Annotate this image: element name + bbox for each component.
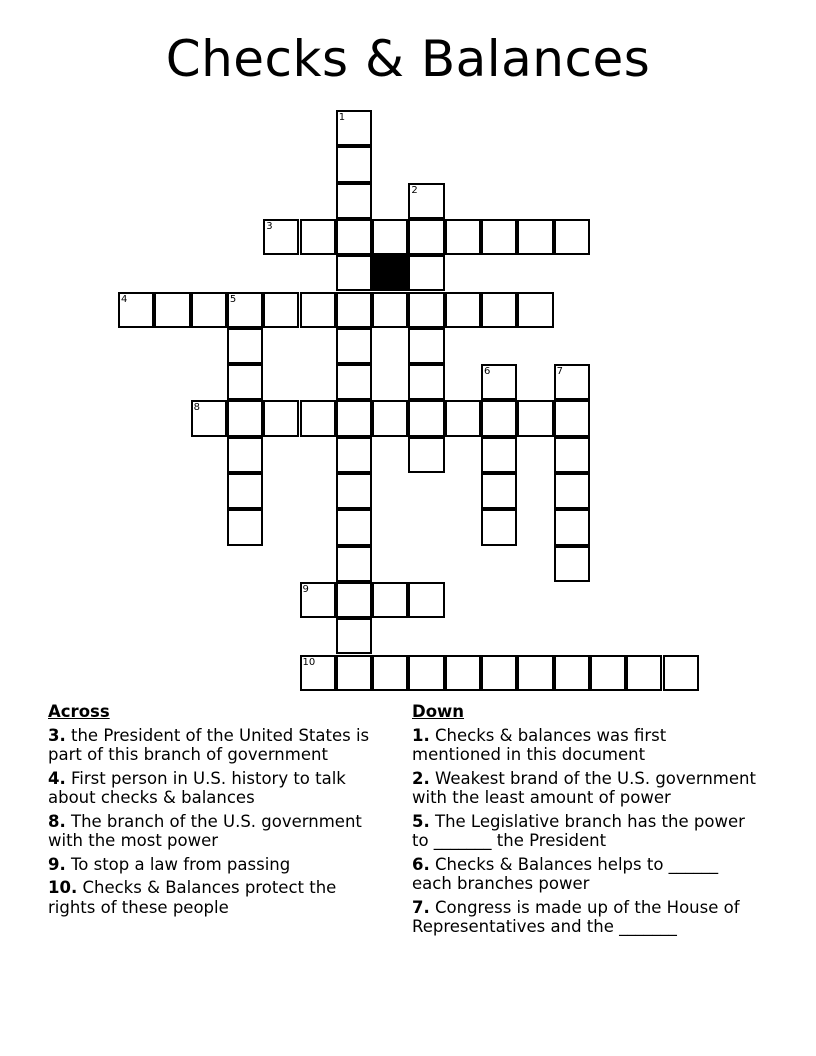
- across-clue: [48, 855, 388, 875]
- down-clue: [412, 855, 757, 894]
- cell-number: 9: [302, 583, 309, 595]
- down-clue: [412, 898, 757, 937]
- crossword-cell[interactable]: [227, 400, 263, 436]
- crossword-cell[interactable]: [517, 292, 553, 328]
- crossword-cell[interactable]: [408, 400, 444, 436]
- crossword-cell[interactable]: [263, 400, 299, 436]
- crossword-cell[interactable]: [336, 328, 372, 364]
- crossword-cell[interactable]: [481, 473, 517, 509]
- crossword-cell[interactable]: [336, 437, 372, 473]
- crossword-cell[interactable]: [336, 509, 372, 545]
- clue-text: The Legislative branch has the power to _______ the President: [412, 811, 745, 850]
- crossword-cell[interactable]: [227, 292, 263, 328]
- crossword-cell[interactable]: [481, 509, 517, 545]
- down-heading: Down: [412, 702, 465, 721]
- cell-number: 6: [484, 366, 491, 378]
- crossword-cell[interactable]: [481, 400, 517, 436]
- down-clue: [412, 769, 757, 808]
- clue-number: 1.: [412, 725, 430, 745]
- crossword-cell[interactable]: [663, 655, 699, 691]
- crossword-cell[interactable]: [408, 582, 444, 618]
- crossword-cell[interactable]: [336, 546, 372, 582]
- crossword-cell[interactable]: [590, 655, 626, 691]
- crossword-cell[interactable]: [300, 219, 336, 255]
- crossword-cell[interactable]: [372, 655, 408, 691]
- clue-text: Congress is made up of the House of Representatives and the _______: [412, 897, 740, 936]
- cell-number: 5: [229, 293, 237, 305]
- crossword-cell[interactable]: [445, 292, 481, 328]
- crossword-cell[interactable]: [227, 328, 263, 364]
- down-clues: [412, 702, 757, 941]
- crossword-cell[interactable]: [336, 292, 372, 328]
- across-clues: [48, 702, 388, 921]
- crossword-cell[interactable]: [336, 183, 372, 219]
- crossword-cell[interactable]: [481, 219, 517, 255]
- crossword-cell[interactable]: [336, 618, 372, 654]
- crossword-cell[interactable]: [154, 292, 190, 328]
- crossword-cell[interactable]: [554, 509, 590, 545]
- crossword-cell[interactable]: [554, 400, 590, 436]
- crossword-cell[interactable]: [554, 473, 590, 509]
- crossword-cell[interactable]: [372, 400, 408, 436]
- clue-number: 7.: [412, 897, 430, 917]
- crossword-cell[interactable]: [227, 437, 263, 473]
- across-clue: [48, 812, 388, 851]
- crossword-cell[interactable]: [445, 400, 481, 436]
- crossword-cell[interactable]: [408, 364, 444, 400]
- crossword-cell[interactable]: [408, 292, 444, 328]
- crossword-cell[interactable]: [336, 582, 372, 618]
- crossword-cell[interactable]: [517, 655, 553, 691]
- across-clue: [48, 878, 388, 917]
- clue-text: the President of the United States is part of this branch of government: [48, 725, 370, 764]
- crossword-cell[interactable]: [227, 473, 263, 509]
- clue-text: Checks & Balances protect the rights of these people: [48, 878, 337, 917]
- cell-number: 2: [411, 184, 418, 196]
- crossword-cell[interactable]: [227, 509, 263, 545]
- crossword-cell[interactable]: [372, 219, 408, 255]
- crossword-cell[interactable]: [408, 219, 444, 255]
- cell-number: 7: [556, 366, 563, 378]
- crossword-cell[interactable]: [191, 292, 227, 328]
- crossword-cell[interactable]: [626, 655, 662, 691]
- down-clue: [412, 726, 757, 765]
- crossword-cell[interactable]: [300, 400, 336, 436]
- crossword-cell[interactable]: [336, 110, 372, 146]
- crossword-cell[interactable]: [300, 582, 336, 618]
- crossword-cell[interactable]: [481, 655, 517, 691]
- crossword-cell[interactable]: [554, 437, 590, 473]
- cell-number: 1: [338, 112, 346, 123]
- clue-number: 9.: [48, 854, 66, 874]
- crossword-cell[interactable]: [408, 437, 444, 473]
- clue-number: 6.: [412, 854, 430, 874]
- cell-number: 3: [266, 220, 273, 232]
- crossword-cell[interactable]: [336, 255, 372, 291]
- crossword-cell[interactable]: [336, 655, 372, 691]
- crossword-cell[interactable]: [554, 546, 590, 582]
- crossword-cell[interactable]: [554, 655, 590, 691]
- crossword-cell[interactable]: [336, 400, 372, 436]
- crossword-cell[interactable]: [481, 437, 517, 473]
- crossword-cell[interactable]: [372, 292, 408, 328]
- crossword-cell[interactable]: [300, 292, 336, 328]
- crossword-cell[interactable]: [336, 364, 372, 400]
- crossword-cell[interactable]: [445, 219, 481, 255]
- clue-text: Weakest brand of the U.S. government with the least amount of power: [412, 768, 756, 807]
- crossword-cell[interactable]: [336, 146, 372, 182]
- crossword-cell[interactable]: [300, 655, 336, 691]
- clue-text: To stop a law from passing: [65, 854, 291, 874]
- crossword-cell[interactable]: [445, 655, 481, 691]
- clue-text: The branch of the U.S. government with the most power: [48, 811, 362, 850]
- clue-text: Checks & Balances helps to ______ each branches power: [412, 854, 719, 893]
- across-clue: [48, 769, 388, 808]
- crossword-cell[interactable]: [263, 219, 299, 255]
- crossword-cell[interactable]: [481, 364, 517, 400]
- crossword-cell[interactable]: [408, 655, 444, 691]
- crossword-cell[interactable]: [408, 255, 444, 291]
- cell-number: 10: [302, 656, 316, 668]
- crossword-cell[interactable]: [191, 400, 227, 436]
- crossword-cell[interactable]: [408, 183, 444, 219]
- crossword-cell[interactable]: [336, 473, 372, 509]
- crossword-cell[interactable]: [263, 292, 299, 328]
- across-clue: [48, 726, 388, 765]
- cell-number: 4: [121, 293, 128, 305]
- clue-number: 3.: [48, 725, 66, 745]
- crossword-cell[interactable]: [554, 364, 590, 400]
- cell-number: 8: [193, 402, 200, 414]
- crossword-cell[interactable]: [408, 328, 444, 364]
- crossword-cell[interactable]: [336, 219, 372, 255]
- crossword-cell[interactable]: [118, 292, 154, 328]
- crossword-cell[interactable]: [554, 219, 590, 255]
- blocked-cell: [372, 255, 408, 291]
- clue-text: Checks & balances was first mentioned in this document: [412, 725, 667, 764]
- down-clue: [412, 812, 757, 851]
- clue-number: 10.: [48, 878, 78, 897]
- clue-number: 5.: [412, 811, 430, 831]
- clue-number: 4.: [48, 768, 66, 788]
- crossword-cell[interactable]: [517, 219, 553, 255]
- crossword-cell[interactable]: [227, 364, 263, 400]
- clue-number: 8.: [48, 811, 66, 831]
- crossword-cell[interactable]: [517, 400, 553, 436]
- crossword-cell[interactable]: [372, 582, 408, 618]
- puzzle-title: Checks & Balances: [165, 30, 651, 88]
- crossword-cell[interactable]: [481, 292, 517, 328]
- clue-number: 2.: [412, 768, 430, 788]
- clue-text: First person in U.S. history to talk about checks & balances: [48, 768, 346, 807]
- across-heading: Across: [48, 702, 110, 721]
